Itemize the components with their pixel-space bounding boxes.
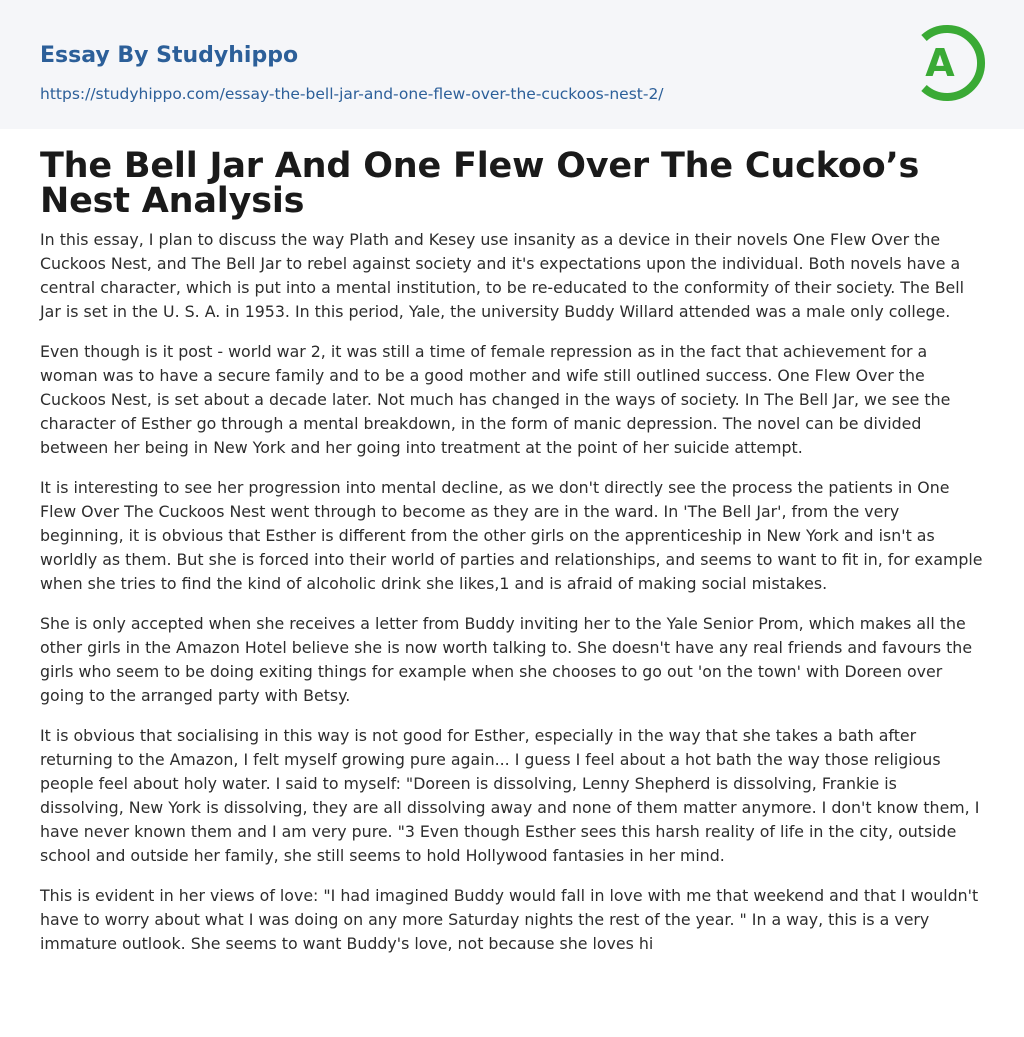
studyhippo-logo-icon[interactable] (914, 20, 986, 106)
logo-letter: A (925, 41, 955, 85)
essay-paragraph: It is obvious that socialising in this way is not good for Esther, especially in the way that she takes a bath after returning to the Amazon, I felt myself growing pure again... I guess I feel about a hot bath the way those religious people feel about holy water. I said to myself: "Doreen is dissolving, Lenny Shepherd is dissolving, Frankie is dissolving, New York is dissolving, they are all dissolving away and none of them matter anymore. I don't know them, I have never known them and I am very pure. "3 Even though Esther sees this harsh reality of life in the city, outside school and outside her family, she still seems to hold Hollywood fantasies in her mind. (40, 726, 980, 865)
site-header (0, 0, 1024, 129)
essay-paragraph: She is only accepted when she receives a letter from Buddy inviting her to the Yale Senior Prom, which makes all the other girls in the Amazon Hotel believe she is now worth talking to. She doesn't have any real friends and favours the girls who seem to be doing exiting things for example when she chooses to go out 'on the town' with Doreen over going to the arranged party with Betsy. (40, 614, 973, 705)
essay-paragraph: It is interesting to see her progression into mental decline, as we don't directly see the process the patients in One Flew Over The Cuckoos Nest went through to become as they are in the ward. In 'The Bell Jar', from the very beginning, it is obvious that Esther is different from the other girls on the apprenticeship in New York and isn't as worldly as them. But she is forced into their world of parties and relationships, and seems to want to fit in, for example when she tries to find the kind of alcoholic drink she likes,1 and is afraid of making social mistakes. (40, 478, 983, 593)
essay-paragraph: In this essay, I plan to discuss the way Plath and Kesey use insanity as a device in their novels One Flew Over the Cuckoos Nest, and The Bell Jar to rebel against society and it's expectations upon the individual. Both novels have a central character, which is put into a mental institution, to be re-educated to the conformity of their society. The Bell Jar is set in the U. S. A. in 1953. In this period, Yale, the university Buddy Willard attended was a male only college. (40, 230, 965, 321)
essay-paragraph: Even though is it post - world war 2, it was still a time of female repression as in the fact that achievement for a woman was to have a secure family and to be a good mother and wife still outlined success. One Flew Over the Cuckoos Nest, is set about a decade later. Not much has changed in the ways of society. In The Bell Jar, we see the character of Esther go through a mental breakdown, in the form of manic depression. The novel can be divided between her being in New York and her going into treatment at the point of her suicide attempt. (40, 342, 951, 457)
site-brand[interactable]: Essay By Studyhippo (40, 43, 299, 68)
essay-body (40, 228, 984, 972)
essay-title: The Bell Jar And One Flew Over The Cuckoo’s Nest Analysis (40, 146, 920, 221)
essay-url-link[interactable]: https://studyhippo.com/essay-the-bell-jar-and-one-flew-over-the-cuckoos-nest-2/ (40, 85, 664, 103)
essay-paragraph: This is evident in her views of love: "I had imagined Buddy would fall in love with me that weekend and that I wouldn't have to worry about what I was doing on any more Saturday nights the rest of the year. " In a way, this is a very immature outlook. She seems to want Buddy's love, not because she loves hi (40, 886, 979, 953)
